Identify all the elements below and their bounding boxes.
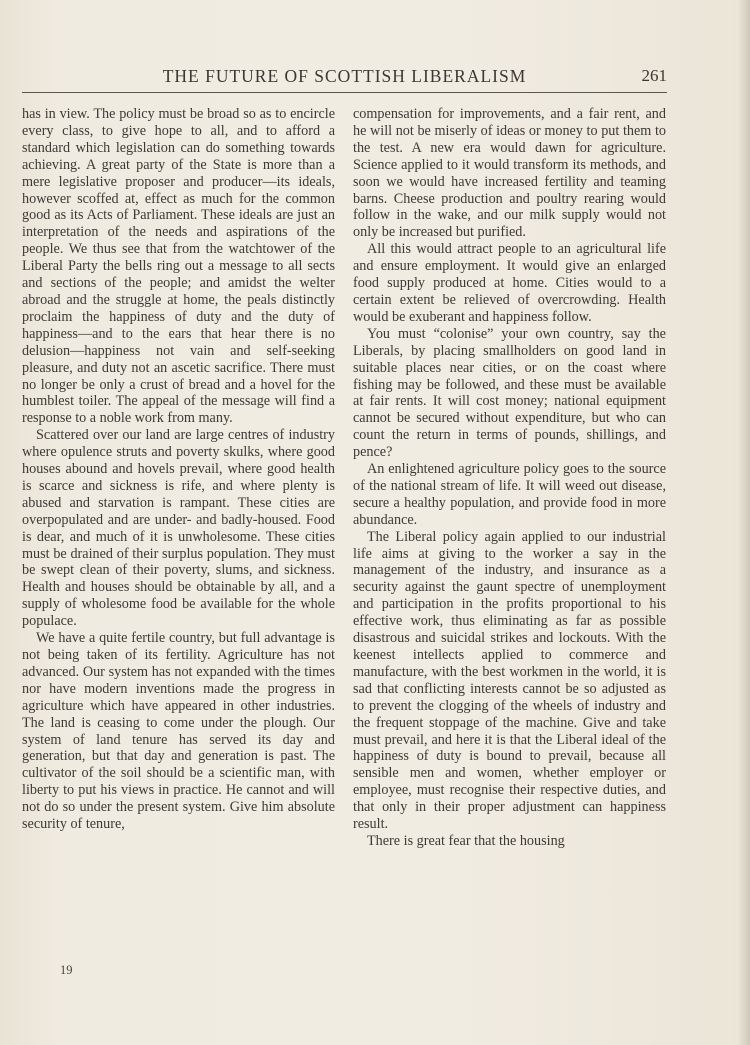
header-rule (22, 92, 667, 93)
paragraph: All this would attract people to an agricultural life and ensure employment. It would give an enlarged food supply produced at home. Cities would to a certain extent be relieved of overcrowding. Health would be exuberant and happiness follow. (353, 241, 666, 325)
paragraph: The Liberal policy again applied to our industrial life aims at giving to the worker a say in the management of the industry, and insurance as a security against the gaunt spectre of unemployment and participation in the profits proportional to his effective work, thus eliminating as far as possible disastrous and suicidal strikes and lockouts. With the keenest intellects applied to commerce and manufacture, with the best workmen in the world, it is sad that conflicting interests cannot be so adjusted as to prevent the clogging of the wheels of industry and the frequent stoppage of the machine. Give and take must prevail, and here it is that the Liberal ideal of the happiness of duty is bound to prevail, because all sensible men and women, whether employer or employee, must recognise their respective duties, and that only in their proper adjustment can happiness result. (353, 528, 666, 833)
running-title: THE FUTURE OF SCOTTISH LIBERALISM (162, 66, 527, 86)
right-column (353, 106, 666, 850)
page-spine-shadow (738, 0, 750, 1045)
left-column (22, 106, 335, 833)
paragraph: We have a quite fertile country, but full advantage is not being taken of its fertility. Agriculture has not advanced. Our system has not expanded with the times nor have modern inventions made the progress in agriculture which have appeared in other industries. The land is ceasing to come under the plough. Our system of land tenure has served its day and generation, but that day and generation is past. The cultivator of the soil should be a scientific man, with liberty to put his views in practice. He cannot and will not do so under the present system. Give him absolute security of tenure, (22, 630, 335, 833)
paragraph: has in view. The policy must be broad so as to encircle every class, to give hope to all, and to afford a standard which legislation can do something towards achieving. A great party of the State is more than a mere legislative proposer and producer—its ideals, however scoffed at, effect as much for the common good as its Acts of Parliament. These ideals are just an interpretation of the needs and aspirations of the people. We thus see that from the watchtower of the Liberal Party the bells ring out a message to all sects and sections of the people; and amidst the welter abroad and the struggle at home, the peals distinctly proclaim the happiness of duty and the duty of happiness—and to the ears that hear there is no delusion—happiness not vain and self-seeking pleasure, and duty not an ascetic sacrifice. There must no longer be only a crust of bread and a hovel for the humblest toiler. The appeal of the message will find a response to a noble work from many. (22, 106, 335, 427)
paragraph: Scattered over our land are large centres of industry where opulence struts and poverty skulks, where good houses abound and hovels prevail, where good health is scarce and sickness is rife, and where plenty is abused and starvation is rampant. These cities are overpopulated and are under- and badly-housed. Food is dear, and much of it is unwholesome. These cities must be drained of their surplus population. They must be swept clean of their poverty, slums, and sickness. Health and houses should be obtainable by all, and a supply of wholesome food be available for the whole populace. (22, 427, 335, 630)
page-number: 261 (641, 66, 667, 85)
paragraph: You must “colonise” your own country, say the Liberals, by placing smallholders on good land in suitable places near cities, or on the coast where fishing may be followed, and these must be available at fair rents. It will cost money; national equipment cannot be secured without expenditure, but who can count the return in terms of pounds, shillings, and pence? (353, 325, 666, 461)
page-header (22, 62, 667, 92)
paragraph: compensation for improvements, and a fair rent, and he will not be miserly of ideas or money to put them to the test. A new era would dawn for agriculture. Science applied to it would transform its methods, and soon we would have increased fertility and teaming barns. Cheese production and poultry rearing would follow in the wake, and our milk supply would not only be increased but purified. (353, 106, 666, 241)
signature-mark: 19 (60, 963, 73, 977)
paragraph: There is great fear that the housing (367, 832, 565, 849)
paragraph: An enlightened agriculture policy goes to the source of the national stream of life. It will weed out disease, secure a healthy population, and provide food in more abundance. (353, 461, 666, 528)
